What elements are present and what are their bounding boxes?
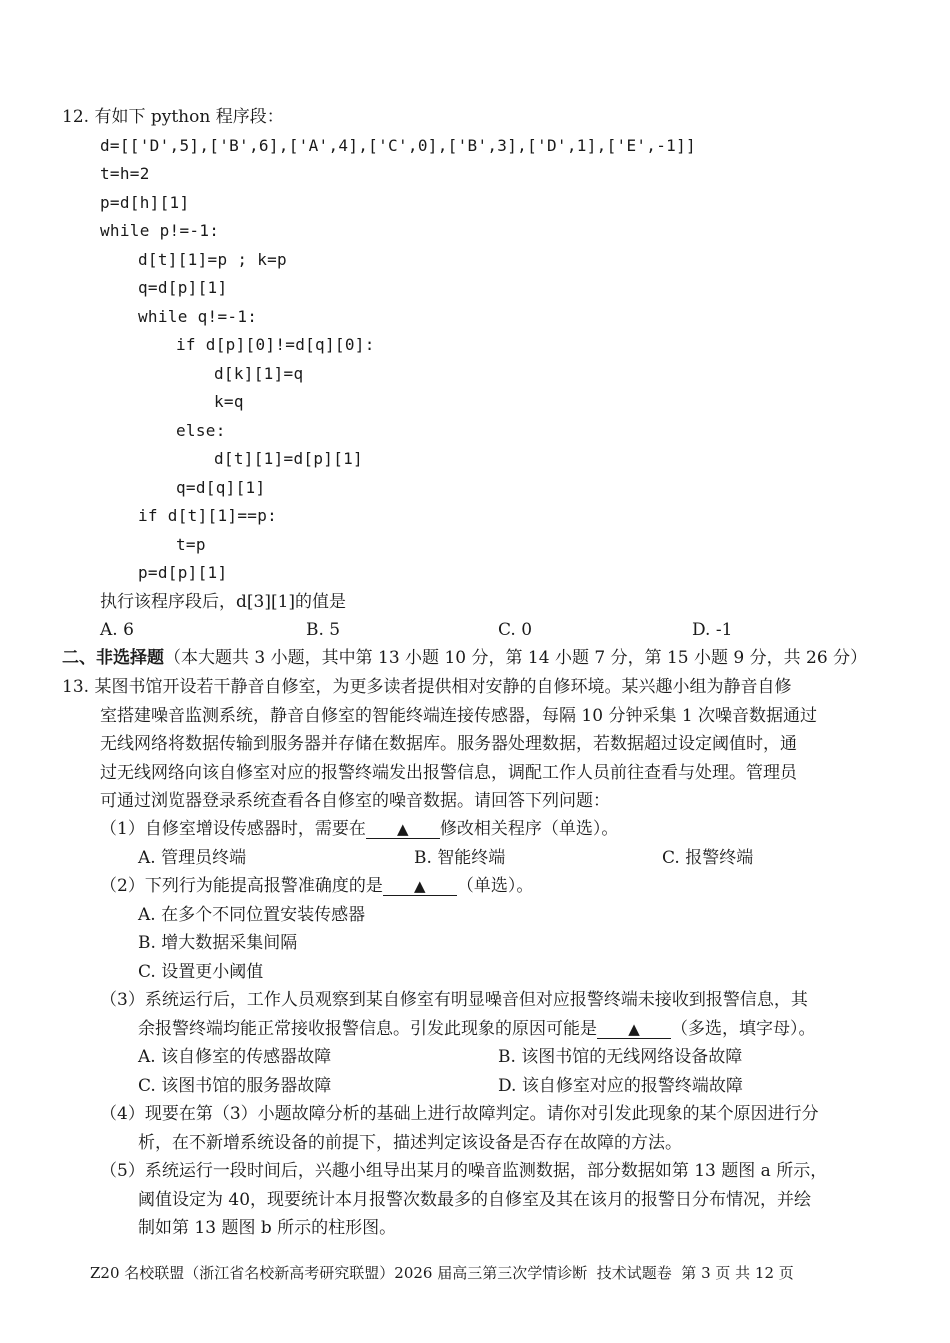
section-header: [62, 647, 867, 669]
q13-intro-line: 过无线网络向该自修室对应的报警终端发出报警信息，调配工作人员前往查看与处理。管理员: [100, 763, 797, 783]
q13-intro-line: 可通过浏览器登录系统查看各自修室的噪音数据。请回答下列问题：: [100, 791, 610, 811]
code-line: else:: [176, 421, 226, 440]
q13-intro-line: 无线网络将数据传输到服务器并存储在数据库。服务器处理数据，若数据超过设定阈值时，通: [100, 734, 797, 754]
part2-option-b: B. 增大数据采集间隔: [138, 933, 298, 953]
part2-text: （2）下列行为能提高报警准确度的是: [100, 876, 383, 896]
part2-text-after: （单选）。: [456, 876, 534, 896]
part3-option-d: D. 该自修室对应的报警终端故障: [498, 1076, 743, 1096]
q12-option-d: D. -1: [692, 620, 733, 640]
code-line: t=h=2: [100, 164, 150, 183]
q12-option-b: B. 5: [306, 620, 341, 640]
code-line: d[t][1]=p ; k=p: [138, 250, 287, 269]
part3-option-c: C. 该图书馆的服务器故障: [138, 1076, 332, 1096]
q13-intro-line: 13. 某图书馆开设若干静音自修室，为更多读者提供相对安静的自修环境。某兴趣小组为静音自修: [62, 677, 792, 697]
part1-option-a: A. 管理员终端: [138, 848, 247, 868]
code-line: if d[p][0]!=d[q][0]:: [176, 335, 375, 354]
triangle-icon: ▲: [628, 1020, 640, 1038]
triangle-icon: ▲: [397, 820, 409, 838]
code-line: t=p: [176, 535, 206, 554]
part3-text-after: （多选，填字母）。: [671, 1019, 816, 1039]
part2-option-a: A. 在多个不同位置安装传感器: [138, 905, 366, 925]
part1-option-b: B. 智能终端: [414, 848, 506, 868]
answer-blank[interactable]: [597, 1020, 671, 1039]
section-title: 二、非选择题: [62, 648, 164, 668]
answer-blank[interactable]: [383, 877, 457, 896]
q13-intro-line: 室搭建噪音监测系统，静音自修室的智能终端连接传感器，每隔 10 分钟采集 1 次噪音数据通过: [100, 706, 818, 726]
code-line: while q!=-1:: [138, 307, 258, 326]
part1-option-c: C. 报警终端: [662, 848, 754, 868]
code-line: d[t][1]=d[p][1]: [214, 449, 363, 468]
q13-part3-line2: [138, 1018, 816, 1040]
q12-option-a: A. 6: [100, 620, 134, 640]
q13-part5-line: 阈值设定为 40，现要统计本月报警次数最多的自修室及其在该月的报警日分布情况，并绘: [138, 1190, 812, 1210]
code-line: p=d[h][1]: [100, 193, 190, 212]
triangle-icon: ▲: [414, 877, 426, 895]
q12-question: 执行该程序段后，d[3][1]的值是: [100, 592, 347, 612]
q12-option-c: C. 0: [498, 620, 533, 640]
q13-part5-line: （5）系统运行一段时间后，兴趣小组导出某月的噪音监测数据，部分数据如第 13 题图 a 所示，: [100, 1161, 828, 1181]
page-footer: Z20 名校联盟（浙江省名校新高考研究联盟）2026 届高三第三次学情诊断 技术试题卷 第 3 页 共 12 页: [90, 1264, 794, 1282]
part3-text: 余报警终端均能正常接收报警信息。引发此现象的原因可能是: [138, 1019, 597, 1039]
code-line: d=[['D',5],['B',6],['A',4],['C',0],['B',3],['D',1],['E',-1]]: [100, 136, 696, 155]
part3-option-b: B. 该图书馆的无线网络设备故障: [498, 1047, 743, 1067]
q13-part4-line: 析，在不新增系统设备的前提下，描述判定该设备是否存在故障的方法。: [138, 1133, 682, 1153]
part1-text-after: 修改相关程序（单选）。: [439, 819, 619, 839]
q12-stem: 12. 有如下 python 程序段：: [62, 107, 284, 127]
q13-part2: [100, 875, 533, 897]
code-line: k=q: [214, 392, 244, 411]
section-desc: （本大题共 3 小题，其中第 13 小题 10 分，第 14 小题 7 分，第 15 小题 9 分，共 26 分）: [164, 648, 868, 668]
code-line: while p!=-1:: [100, 221, 220, 240]
code-line: p=d[p][1]: [138, 563, 228, 582]
code-line: d[k][1]=q: [214, 364, 304, 383]
code-line: if d[t][1]==p:: [138, 506, 278, 525]
part3-option-a: A. 该自修室的传感器故障: [138, 1047, 332, 1067]
part1-text: （1）自修室增设传感器时，需要在: [100, 819, 366, 839]
q13-part4-line: （4）现要在第（3）小题故障分析的基础上进行故障判定。请你对引发此现象的某个原因进行分: [100, 1104, 819, 1124]
q13-part1: [100, 818, 618, 840]
q13-part3-line1: （3）系统运行后，工作人员观察到某自修室有明显噪音但对应报警终端未接收到报警信息，其: [100, 990, 808, 1010]
code-line: q=d[p][1]: [138, 278, 228, 297]
q13-part5-line: 制如第 13 题图 b 所示的柱形图。: [138, 1218, 397, 1238]
code-line: q=d[q][1]: [176, 478, 266, 497]
part2-option-c: C. 设置更小阈值: [138, 962, 264, 982]
answer-blank[interactable]: [366, 820, 440, 839]
